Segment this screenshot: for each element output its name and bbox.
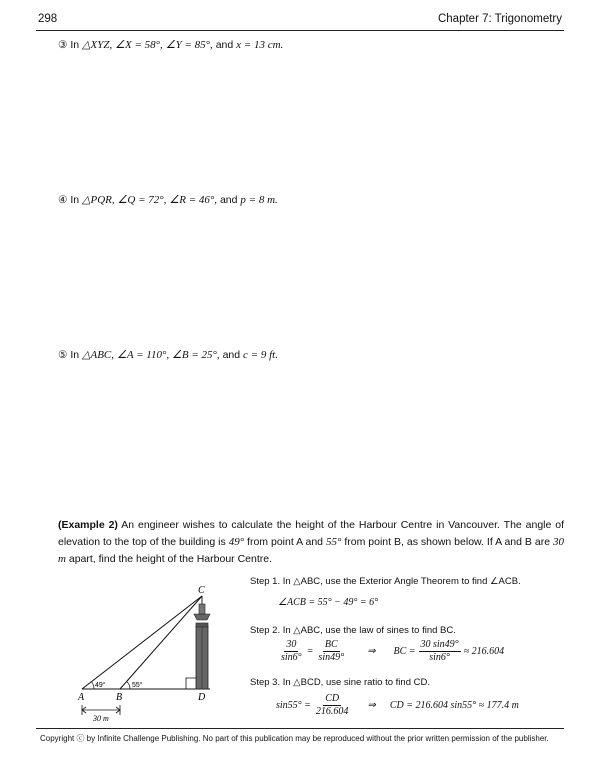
implies-arrow: ⇒ [367,700,376,711]
step-1-equation: ∠ACB = 55° − 49° = 6° [278,597,379,608]
numerator: 30 [286,639,297,650]
problem-number: ⑤ [58,349,68,361]
problem-prefix: In [70,194,80,206]
page-number: 298 [38,13,58,25]
step-label: Step 2. [250,625,281,636]
angle-value: 55° [325,536,342,548]
equation-lhs: sin55° = [276,700,311,711]
example-text-part: An engineer wishes to calculate the height of the Harbour Centre in Vancouver. The angle of elevation to the top of the building is [58,519,564,548]
problem-prefix: In [70,349,80,361]
label-a: A [78,692,85,703]
equation-lhs: BC = [393,646,416,657]
copyright-footer: Copyright ⓒ by Infinite Challenge Publishing. No part of this publication may be reproduced without the prior written permission of the publisher. [40,734,549,743]
numerator: 30 sin49° [420,639,459,650]
example-text-part: from point B, as shown below. If A and B are [344,536,551,548]
angle-arc-b [127,682,130,690]
right-angle-marker [186,678,196,689]
fraction [419,639,461,664]
building-top-deck [196,623,208,627]
numerator: CD [325,693,340,704]
label-c: C [198,585,205,596]
distance-label: 30 m [93,714,109,723]
side-length: x = 13 cm. [236,39,284,51]
step-2 [250,625,456,636]
denominator: sin6° [429,652,450,663]
problem-5 [58,348,278,361]
triangle-name: △PQR, [82,194,115,206]
denominator: sin49° [318,652,345,663]
angle-1: ∠X = 58°, [115,39,163,51]
implies-arrow: ⇒ [367,646,376,657]
example-label: (Example 2) [58,519,118,531]
numerator: BC [324,639,338,650]
step-text: In △BCD, use sine ratio to find CD. [282,677,430,688]
label-d: D [198,692,206,703]
angle-label-a: 49° [95,682,106,689]
label-b: B [116,692,123,703]
approx-value: ≈ 216.604 [463,646,505,657]
triangle-name: △XYZ, [82,39,113,51]
denominator: sin6° [281,652,302,663]
fraction [316,639,346,664]
denominator: 216.604 [315,706,349,717]
angle-2: ∠Y = 85°, [165,39,213,51]
building-spire [199,604,205,614]
angle-arc-a [92,682,95,689]
sight-line-a [82,596,202,689]
angle-2: ∠R = 46°, [169,194,218,206]
side-length: p = 8 m. [240,194,278,206]
angle-2: ∠B = 25°, [172,349,220,361]
angle-value: 49° [228,536,245,548]
triangle-name: △ABC, [82,349,115,361]
distance-value: 30 m [58,536,565,565]
side-length: c = 9 ft. [243,349,278,361]
fraction [314,693,351,718]
step-3 [250,677,430,688]
problem-4 [58,193,278,206]
problem-3 [58,38,283,51]
example-2-text [58,517,564,568]
step-text: In △ABC, use the Exterior Angle Theorem to find ∠ACB. [282,576,521,587]
step-label: Step 1. [250,576,281,587]
problem-number: ③ [58,39,68,51]
fraction [279,639,304,664]
conjunction: and [222,349,241,361]
step-2-equation [276,639,504,664]
chapter-title: Chapter 7: Trigonometry [437,13,562,25]
sight-line-b [120,596,202,689]
angle-1: ∠A = 110°, [116,349,170,361]
example-text-part: from point A and [247,536,324,548]
building-observation-deck [194,614,210,620]
harbour-centre-diagram [60,580,235,725]
footer-rule [36,728,564,729]
conjunction: and [219,194,238,206]
problem-prefix: In [70,39,80,51]
step-3-equation [276,693,519,718]
step-text: In △ABC, use the law of sines to find BC. [282,625,456,636]
equation-result: CD = 216.604 sin55° ≈ 177.4 m [389,700,519,711]
step-1 [250,576,521,587]
equals-sign: = [306,646,314,657]
angle-1: ∠Q = 72°, [117,194,167,206]
header-rule [36,30,564,31]
example-text-part: apart, find the height of the Harbour Centre. [68,553,272,565]
step-label: Step 3. [250,677,281,688]
conjunction: and [215,39,234,51]
angle-label-b: 55° [132,682,143,689]
problem-number: ④ [58,194,68,206]
